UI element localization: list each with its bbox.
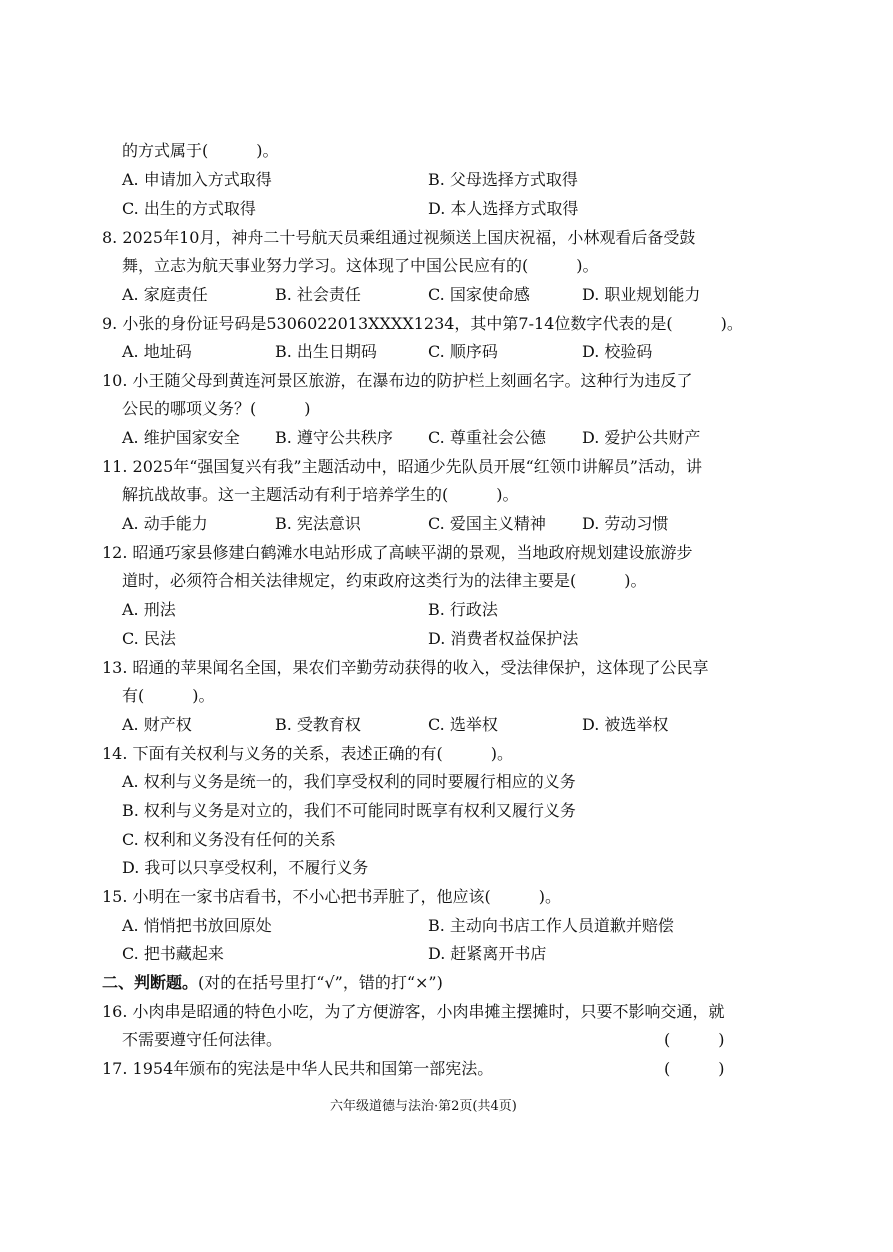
q8-line1: 8. 2025年10月，神舟二十号航天员乘组通过视频送上国庆祝福，小林观看后备受鼓 xyxy=(102,228,696,247)
q8-line2: 舞，立志为航天事业努力学习。这体现了中国公民应有的( )。 xyxy=(122,256,599,275)
section2-title: 二、判断题。 xyxy=(102,973,199,992)
q11-option-c: C. 爱国主义精神 xyxy=(428,514,546,533)
q10-option-a: A. 维护国家安全 xyxy=(122,428,240,447)
q11-line2: 解抗战故事。这一主题活动有利于培养学生的( )。 xyxy=(122,485,519,504)
page-footer: 六年级道德与法治·第2页(共4页) xyxy=(330,1099,517,1114)
q15-option-c: C. 把书藏起来 xyxy=(122,944,224,963)
q15-option-b: B. 主动向书店工作人员道歉并赔偿 xyxy=(428,916,674,935)
q13-option-c: C. 选举权 xyxy=(428,715,498,734)
q10-line2: 公民的哪项义务？( ) xyxy=(122,399,311,418)
q12-line1: 12. 昭通巧家县修建白鹤滩水电站形成了高峡平湖的景观，当地政府规划建设旅游步 xyxy=(102,543,693,562)
q10-option-b: B. 遵守公共秩序 xyxy=(275,428,393,447)
q8-option-d: D. 职业规划能力 xyxy=(582,285,701,304)
q8-option-c: C. 国家使命感 xyxy=(428,285,530,304)
q11-option-b: B. 宪法意识 xyxy=(275,514,361,533)
q12-option-a: A. 刑法 xyxy=(122,600,176,619)
q15-option-a: A. 悄悄把书放回原处 xyxy=(122,916,272,935)
q11-option-a: A. 动手能力 xyxy=(122,514,208,533)
q11-option-d: D. 劳动习惯 xyxy=(582,514,669,533)
q10-option-d: D. 爱护公共财产 xyxy=(582,428,701,447)
q10-option-c: C. 尊重社会公德 xyxy=(428,428,546,447)
q7-option-d: D. 本人选择方式取得 xyxy=(428,199,579,218)
q9-option-a: A. 地址码 xyxy=(122,342,192,361)
q16-answer-bracket[interactable]: ( ) xyxy=(664,1030,725,1049)
q14-option-b: B. 权利与义务是对立的，我们不可能同时既享有权利又履行义务 xyxy=(122,801,576,820)
q9-option-d: D. 校验码 xyxy=(582,342,653,361)
q12-option-d: D. 消费者权益保护法 xyxy=(428,629,579,648)
q7-option-a: A. 申请加入方式取得 xyxy=(122,170,272,189)
q12-line2: 道时，必须符合相关法律规定，约束政府这类行为的法律主要是( )。 xyxy=(122,571,647,590)
q13-line2: 有( )。 xyxy=(122,686,215,705)
q7-option-b: B. 父母选择方式取得 xyxy=(428,170,578,189)
q16-line1: 16. 小肉串是昭通的特色小吃，为了方便游客，小肉串摊主摆摊时，只要不影响交通，就 xyxy=(102,1002,725,1021)
q8-option-a: A. 家庭责任 xyxy=(122,285,208,304)
q15-line1: 15. 小明在一家书店看书，不小心把书弄脏了，他应该( )。 xyxy=(102,887,562,906)
q8-option-b: B. 社会责任 xyxy=(275,285,361,304)
q13-line1: 13. 昭通的苹果闻名全国，果农们辛勤劳动获得的收入，受法律保护，这体现了公民享 xyxy=(102,658,709,677)
q14-line1: 14. 下面有关权利与义务的关系，表述正确的有( )。 xyxy=(102,744,514,763)
q9-option-b: B. 出生日期码 xyxy=(275,342,377,361)
q12-option-b: B. 行政法 xyxy=(428,600,498,619)
q16-line2: 不需要遵守任何法律。 xyxy=(122,1030,283,1049)
q13-option-b: B. 受教育权 xyxy=(275,715,361,734)
q11-line1: 11. 2025年“强国复兴有我”主题活动中，昭通少先队员开展“红领巾讲解员”活动，讲 xyxy=(102,457,702,476)
q13-option-d: D. 被选举权 xyxy=(582,715,669,734)
q14-option-d: D. 我可以只享受权利，不履行义务 xyxy=(122,858,369,877)
q17-line1: 17. 1954年颁布的宪法是中华人民共和国第一部宪法。 xyxy=(102,1059,494,1078)
q17-answer-bracket[interactable]: ( ) xyxy=(664,1059,725,1078)
q7-option-c: C. 出生的方式取得 xyxy=(122,199,256,218)
q10-line1: 10. 小王随父母到黄连河景区旅游，在瀑布边的防护栏上刻画名字。这种行为违反了 xyxy=(102,371,693,390)
q14-option-a: A. 权利与义务是统一的，我们享受权利的同时要履行相应的义务 xyxy=(122,772,576,791)
section2-instruction: (对的在括号里打“√”，错的打“×”) xyxy=(198,973,443,992)
q9-line1: 9. 小张的身份证号码是5306022013XXXX1234，其中第7-14位数字代表的是( )。 xyxy=(102,314,743,333)
q9-option-c: C. 顺序码 xyxy=(428,342,498,361)
q15-option-d: D. 赶紧离开书店 xyxy=(428,944,547,963)
q12-option-c: C. 民法 xyxy=(122,629,176,648)
section2-heading xyxy=(102,973,443,993)
q14-option-c: C. 权利和义务没有任何的关系 xyxy=(122,830,336,849)
q13-option-a: A. 财产权 xyxy=(122,715,192,734)
q7-stem: 的方式属于( )。 xyxy=(122,141,279,160)
